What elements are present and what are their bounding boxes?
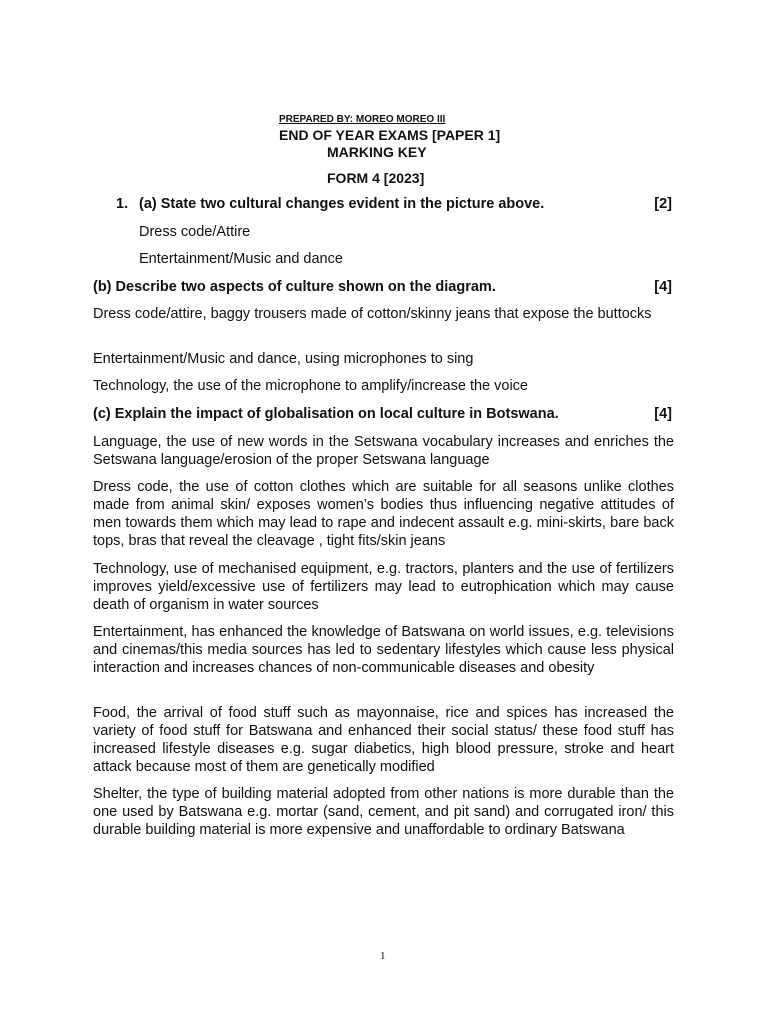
question-1a: (a) State two cultural changes evident in the picture above. <box>139 196 545 212</box>
form-year: FORM 4 [2023] <box>327 170 425 186</box>
marks-1b: [4] <box>654 279 672 295</box>
doc-type: MARKING KEY <box>327 144 427 160</box>
marks-1c: [4] <box>654 406 672 422</box>
answer-1c-shelter: Shelter, the type of building material adopted from other nations is more durable than the one used by Batswana e.g. mortar (sand, cement, and pit sand) and corrugated iron/ this durable building material is more expensive and unaffordable to ordinary Batswana <box>93 786 674 838</box>
answer-1a-2: Entertainment/Music and dance <box>139 251 343 267</box>
marks-1a: [2] <box>654 196 672 212</box>
answer-1b-1: Dress code/attire, baggy trousers made of cotton/skinny jeans that expose the buttocks <box>93 306 652 322</box>
question-number: 1. <box>116 196 129 212</box>
question-1b: (b) Describe two aspects of culture shown on the diagram. <box>93 279 496 295</box>
page-number: 1 <box>380 950 386 962</box>
answer-1c-language: Language, the use of new words in the Setswana vocabulary increases and enriches the Setswana language/erosion of the proper Setswana language <box>93 434 674 468</box>
exam-title: END OF YEAR EXAMS [PAPER 1] <box>279 127 501 143</box>
answer-1c-technology: Technology, use of mechanised equipment, e.g. tractors, planters and the use of fertilizers improves yield/excessive use of fertilizers may lead to eutrophication which may cause death of organism in water sources <box>93 561 674 613</box>
answer-1c-entertainment: Entertainment, has enhanced the knowledge of Batswana on world issues, e.g. televisions and cinemas/this media sources has led to sedentary lifestyles which cause less physical interaction and increases chances of non-communicable diseases and obesity <box>93 624 674 676</box>
answer-1c-dress-code: Dress code, the use of cotton clothes which are suitable for all seasons unlike clothes made from animal skin/ exposes women’s bodies thus influencing negative attitudes of men towards them which may lead to rape and indecent assault e.g. mini-skirts, bare back tops, bras that reveal the cleavage , tight fits/skin jeans <box>93 479 674 549</box>
answer-1a-1: Dress code/Attire <box>139 224 251 240</box>
question-1c: (c) Explain the impact of globalisation on local culture in Botswana. <box>93 406 559 422</box>
prepared-by: PREPARED BY: MOREO MOREO III <box>279 114 446 125</box>
answer-1b-3: Technology, the use of the microphone to amplify/increase the voice <box>93 378 528 394</box>
answer-1b-2: Entertainment/Music and dance, using microphones to sing <box>93 351 474 367</box>
answer-1c-food: Food, the arrival of food stuff such as mayonnaise, rice and spices has increased the variety of food stuff for Batswana and enhanced their social status/ these food stuff has increased lifestyle diseases e.g. sugar diabetics, high blood pressure, stroke and heart attack because most of them are genetically modified <box>93 705 674 775</box>
